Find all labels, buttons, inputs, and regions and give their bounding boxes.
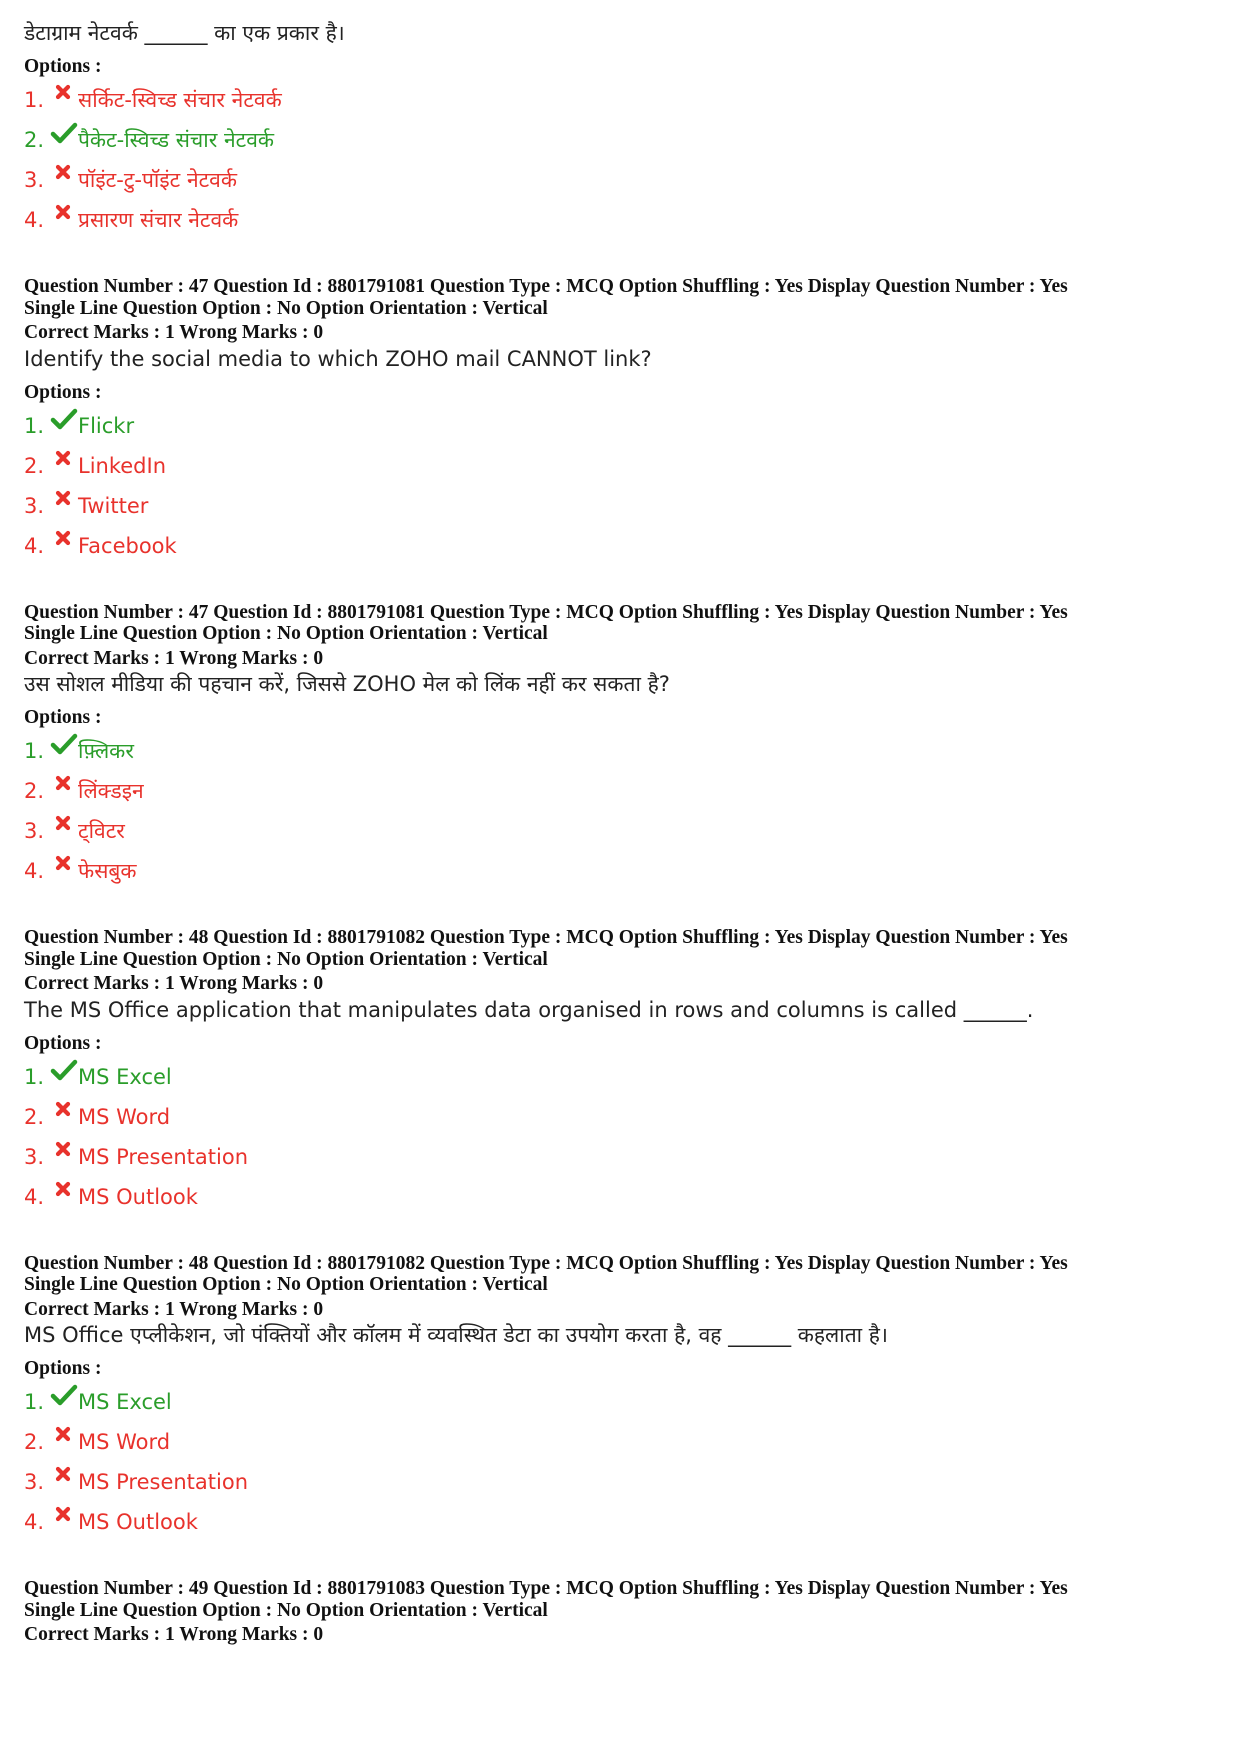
option-1 xyxy=(24,1382,1220,1422)
cross-icon xyxy=(50,773,78,797)
option-text: MS Presentation xyxy=(78,1470,249,1494)
cross-icon xyxy=(50,202,78,226)
option-2 xyxy=(24,1422,1220,1462)
option-text: पॉइंट-टु-पॉइंट नेटवर्क xyxy=(78,168,237,192)
option-text: MS Outlook xyxy=(78,1184,198,1209)
option-4 xyxy=(24,200,1220,240)
cross-icon xyxy=(50,1179,78,1203)
question-meta: Question Number : 48 Question Id : 8801791082 Question Type : MCQ Option Shuffling : Yes Display Question Number : Yes xyxy=(24,1252,1068,1274)
option-text: MS Excel xyxy=(78,1390,172,1414)
option-number: 1. xyxy=(24,1064,45,1089)
cross-icon xyxy=(50,528,78,552)
option-4 xyxy=(24,1502,1220,1542)
option-number: 1. xyxy=(24,1390,45,1414)
question-meta-2: Single Line Question Option : No Option Orientation : Vertical xyxy=(24,297,548,319)
option-number: 1. xyxy=(24,413,45,438)
option-text: फ़्लिकर xyxy=(78,739,134,763)
question-marks: Correct Marks : 1 Wrong Marks : 0 xyxy=(24,322,324,343)
check-icon xyxy=(50,122,78,146)
question-block-top xyxy=(24,18,1220,240)
cross-icon xyxy=(50,448,78,472)
option-text: प्रसारण संचार नेटवर्क xyxy=(78,208,239,232)
option-text: लिंक्डइन xyxy=(78,779,144,803)
option-number: 3. xyxy=(24,493,45,518)
question-marks: Correct Marks : 1 Wrong Marks : 0 xyxy=(24,973,324,994)
option-number: 2. xyxy=(24,453,45,478)
check-icon xyxy=(50,1059,78,1083)
option-number: 4. xyxy=(24,1184,45,1209)
option-number: 4. xyxy=(24,208,45,232)
option-number: 3. xyxy=(24,168,45,192)
options-label: Options : xyxy=(24,1358,102,1379)
question-marks: Correct Marks : 1 Wrong Marks : 0 xyxy=(24,1624,324,1645)
option-number: 4. xyxy=(24,533,45,558)
option-3 xyxy=(24,811,1220,851)
option-number: 4. xyxy=(24,1510,45,1534)
option-number: 4. xyxy=(24,859,45,883)
question-block-0 xyxy=(24,276,1220,566)
option-number: 3. xyxy=(24,1470,45,1494)
options-list xyxy=(24,406,1220,566)
question-meta-2: Single Line Question Option : No Option Orientation : Vertical xyxy=(24,1599,548,1621)
option-2 xyxy=(24,771,1220,811)
question-text: Identify the social media to which ZOHO mail CANNOT link? xyxy=(24,346,652,371)
question-meta: Question Number : 48 Question Id : 8801791082 Question Type : MCQ Option Shuffling : Yes Display Question Number : Yes xyxy=(24,927,1068,948)
cross-icon xyxy=(50,162,78,186)
option-text: ट्विटर xyxy=(78,819,125,843)
question-text: MS Office एप्लीकेशन, जो पंक्तियों और कॉलम में व्यवस्थित डेटा का उपयोग करता है, वह ______ कहलाता है। xyxy=(24,1323,888,1347)
question-marks: Correct Marks : 1 Wrong Marks : 0 xyxy=(24,1298,324,1320)
exam-page xyxy=(24,18,1220,1646)
options-label: Options : xyxy=(24,1032,102,1054)
option-4 xyxy=(24,1177,1220,1217)
cross-icon xyxy=(50,82,78,106)
options-label: Options : xyxy=(24,56,102,77)
check-icon xyxy=(50,733,78,757)
question-meta-2: Single Line Question Option : No Option Orientation : Vertical xyxy=(24,948,548,970)
cross-icon xyxy=(50,488,78,512)
option-3 xyxy=(24,486,1220,526)
question-block-3 xyxy=(24,1253,1220,1543)
option-2 xyxy=(24,446,1220,486)
question-marks: Correct Marks : 1 Wrong Marks : 0 xyxy=(24,647,324,669)
question-text: The MS Office application that manipulates data organised in rows and columns is called ______. xyxy=(24,997,1034,1022)
question-meta: Question Number : 47 Question Id : 8801791081 Question Type : MCQ Option Shuffling : Yes Display Question Number : Yes xyxy=(24,601,1068,623)
option-text: LinkedIn xyxy=(78,453,167,478)
cross-icon xyxy=(50,1464,78,1488)
option-1 xyxy=(24,1057,1220,1097)
question-text: डेटाग्राम नेटवर्क ______ का एक प्रकार है। xyxy=(24,21,345,45)
option-text: पैकेट-स्विच्ड संचार नेटवर्क xyxy=(78,128,275,152)
option-text: MS Word xyxy=(78,1104,171,1129)
option-text: MS Outlook xyxy=(78,1510,198,1534)
option-text: फेसबुक xyxy=(78,859,137,883)
check-icon xyxy=(50,408,78,432)
option-text: Facebook xyxy=(78,533,177,558)
cross-icon xyxy=(50,853,78,877)
option-3 xyxy=(24,160,1220,200)
check-icon xyxy=(50,1384,78,1408)
option-2 xyxy=(24,120,1220,160)
option-2 xyxy=(24,1097,1220,1137)
options-list xyxy=(24,1382,1220,1542)
option-number: 2. xyxy=(24,779,45,803)
option-text: MS Word xyxy=(78,1430,171,1454)
option-number: 2. xyxy=(24,128,45,152)
question-meta: Question Number : 49 Question Id : 8801791083 Question Type : MCQ Option Shuffling : Yes Display Question Number : Yes xyxy=(24,1578,1068,1599)
option-text: MS Presentation xyxy=(78,1144,249,1169)
question-block-2 xyxy=(24,927,1220,1217)
option-text: Twitter xyxy=(78,493,149,518)
option-number: 3. xyxy=(24,1144,45,1169)
option-3 xyxy=(24,1462,1220,1502)
option-number: 2. xyxy=(24,1430,45,1454)
cross-icon xyxy=(50,1504,78,1528)
question-block-1 xyxy=(24,602,1220,892)
options-list xyxy=(24,731,1220,891)
option-text: Flickr xyxy=(78,413,135,438)
option-text: सर्किट-स्विच्ड संचार नेटवर्क xyxy=(78,88,282,112)
option-3 xyxy=(24,1137,1220,1177)
options-label: Options : xyxy=(24,381,102,403)
option-1 xyxy=(24,80,1220,120)
options-label: Options : xyxy=(24,707,102,728)
option-number: 3. xyxy=(24,819,45,843)
question-meta-2: Single Line Question Option : No Option Orientation : Vertical xyxy=(24,1274,548,1295)
cross-icon xyxy=(50,813,78,837)
question-meta: Question Number : 47 Question Id : 8801791081 Question Type : MCQ Option Shuffling : Yes Display Question Number : Yes xyxy=(24,276,1068,297)
option-1 xyxy=(24,731,1220,771)
option-4 xyxy=(24,526,1220,566)
question-text: उस सोशल मीडिया की पहचान करें, जिससे ZOHO मेल को लिंक नहीं कर सकता है? xyxy=(24,672,670,696)
question-meta-2: Single Line Question Option : No Option Orientation : Vertical xyxy=(24,623,548,644)
cross-icon xyxy=(50,1424,78,1448)
option-number: 1. xyxy=(24,739,45,763)
options-list xyxy=(24,1057,1220,1217)
option-number: 1. xyxy=(24,88,45,112)
cross-icon xyxy=(50,1099,78,1123)
option-number: 2. xyxy=(24,1104,45,1129)
option-1 xyxy=(24,406,1220,446)
options-list xyxy=(24,80,1220,240)
cross-icon xyxy=(50,1139,78,1163)
option-4 xyxy=(24,851,1220,891)
option-text: MS Excel xyxy=(78,1064,172,1089)
question-block-last xyxy=(24,1578,1220,1646)
